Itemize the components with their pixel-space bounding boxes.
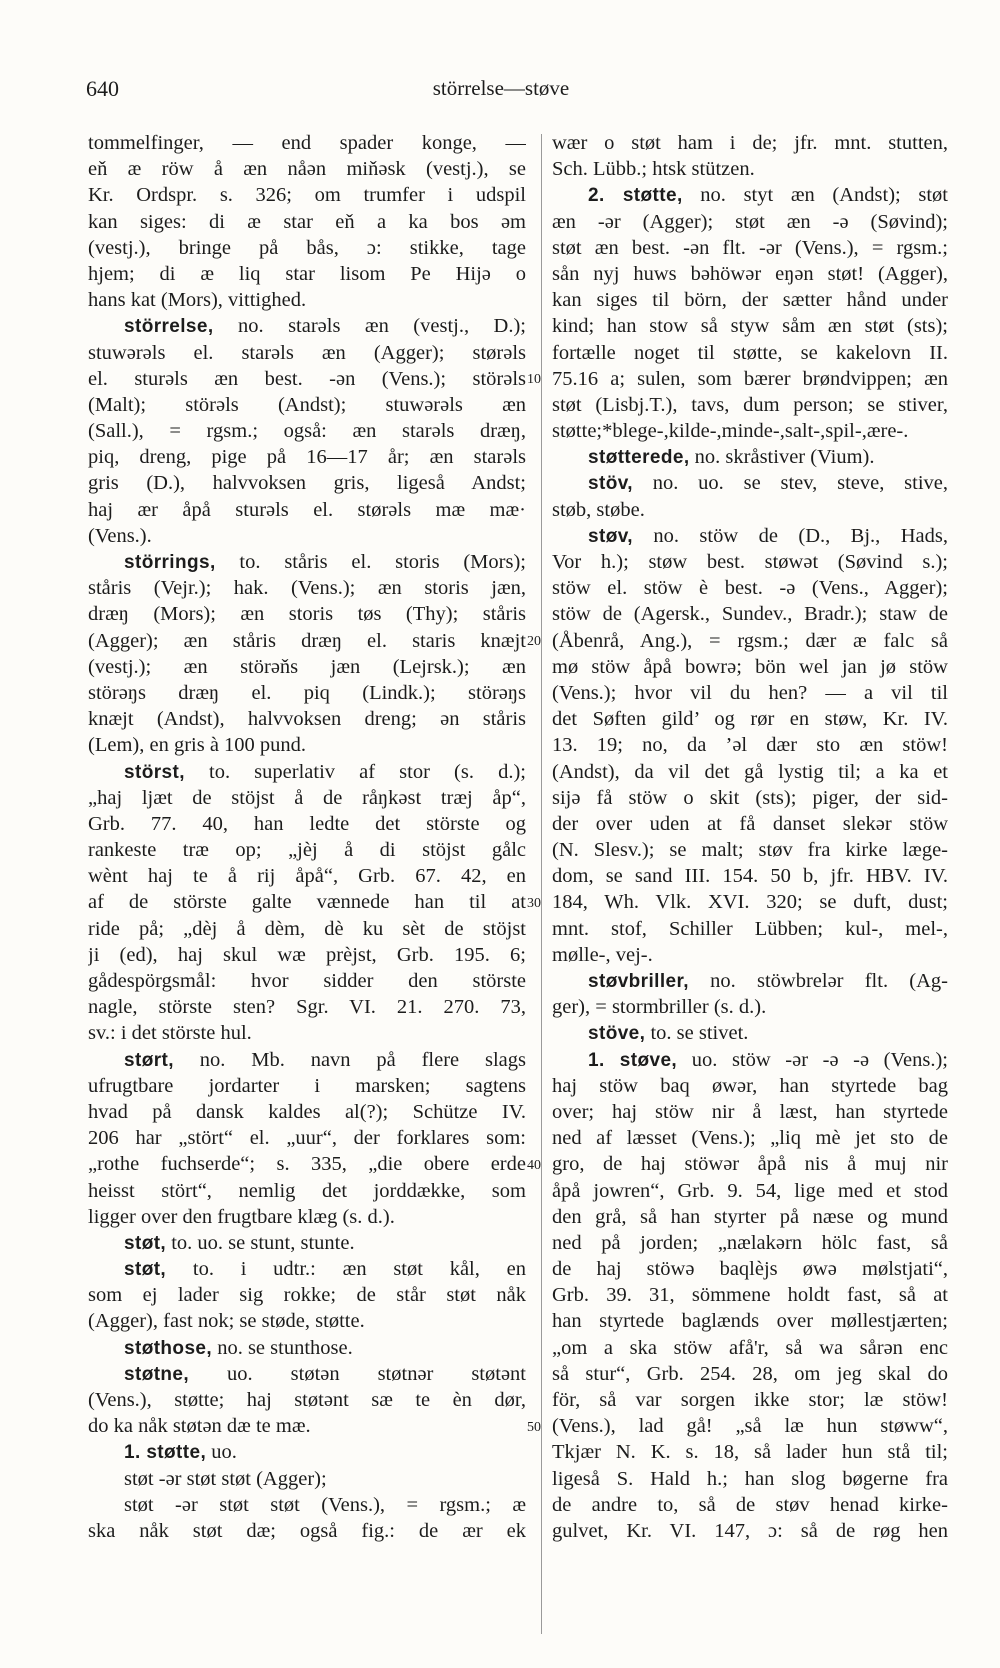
line-text: no. stöw de (D., Bj., Hads, (632, 524, 948, 547)
entry-headword: støthose, (124, 1337, 213, 1359)
line-text: (Vens.); hvor vil du hen? — a vil til (552, 681, 948, 704)
line-text: Tkjær N. K. s. 18, så lader hun stå til; (552, 1441, 948, 1464)
text-line (552, 575, 948, 601)
line-number: 50 (527, 1419, 541, 1435)
entry-headword: støv, (588, 525, 633, 547)
text-line (88, 523, 526, 549)
line-text: (Åbenrå, Ang.), = rgsm.; dær æ falc så (552, 629, 948, 652)
line-text: 75.16 a; sulen, som bærer brøndvippen; æn (552, 367, 948, 390)
line-text: haj stöw baq øwər, han styrtede bag (552, 1074, 948, 1097)
text-line (552, 916, 948, 942)
line-text: (vestj.), bringe på bås, ɔ: stikke, tage (88, 236, 526, 259)
line-text: (Vens.), støtte; haj støtənt sæ te èn dør, (88, 1389, 526, 1411)
line-text: wær o støt ham i de; jfr. mnt. stutten, (552, 132, 948, 154)
line-text: heisst stört“, nemlig det jorddække, som (88, 1179, 526, 1202)
line-text: der over uden at få danset slekər stöw (552, 812, 948, 835)
text-line (552, 1151, 948, 1177)
line-number: 20 (527, 633, 541, 649)
text-line (552, 418, 948, 444)
line-text: den grå, så han styrter på næse og mund (552, 1205, 948, 1228)
text-line (552, 628, 948, 654)
entry-headword: stöv, (588, 473, 633, 495)
text-line (552, 1413, 948, 1439)
text-line (552, 1204, 948, 1230)
entry-headword: støtterede, (588, 447, 690, 469)
text-line (88, 418, 526, 444)
line-text: wènt haj te å rij åpå“, Grb. 67. 42, en (88, 865, 526, 888)
text-line (552, 497, 948, 523)
entry-headword: störrelse, (124, 316, 214, 338)
line-text: haj ær åpå sturəls el. størəls mæ mæ· (88, 498, 526, 521)
text-line (88, 837, 526, 863)
entry-headword: 1. støve, (588, 1049, 678, 1071)
text-line (88, 680, 526, 706)
line-text: el. sturəls æn best. -ən (Vens.); störəls (88, 367, 526, 390)
text-line (88, 549, 526, 575)
line-text: stöw el. stöw è best. -ə (Vens., Agger); (552, 577, 948, 600)
text-line (88, 1413, 526, 1439)
line-text: ger), = stormbriller (s. d.). (552, 996, 767, 1019)
text-line (88, 366, 526, 392)
text-line (552, 837, 948, 863)
line-text: no. starəls æn (vestj., D.); (213, 315, 526, 338)
line-text: stuwərəls el. starəls æn (Agger); størəls (88, 341, 526, 364)
line-text: uo. (206, 1441, 237, 1464)
line-text: to. superlativ af stor (s. d.); (184, 760, 526, 783)
line-text: ligeså S. Hald h.; han slog bøgerne fra (552, 1467, 948, 1490)
line-text: åpå jowren“, Grb. 9. 54, lige med et stod (552, 1179, 948, 1202)
line-text: Kr. Ordspr. s. 326; om trumfer i udspil (88, 184, 526, 207)
right-column (552, 130, 948, 1544)
text-line (88, 889, 526, 915)
text-line (88, 916, 526, 942)
line-text: uo. støtən støtnər støtənt (189, 1362, 526, 1385)
line-text: „rothe fuchserde“; s. 335, „die obere erde (88, 1153, 526, 1176)
text-line (88, 1125, 526, 1151)
entry-headword: støvbriller, (588, 971, 689, 992)
text-line (552, 785, 948, 811)
text-line (552, 313, 948, 339)
entry-headword: störst, (124, 761, 185, 783)
line-text: (Andst), da vil det gå lystig til; a ka et (552, 760, 948, 783)
line-text: Grb. 77. 40, han ledte det störste og (88, 812, 526, 835)
line-text: no. uo. se stev, steve, stive, (632, 472, 948, 495)
entry-headword: støtne, (124, 1363, 190, 1385)
running-title: störrelse—støve (432, 76, 570, 100)
text-line (552, 601, 948, 627)
line-text: han styrtede baglænds over møllestjærten; (552, 1310, 948, 1333)
text-line (552, 680, 948, 706)
line-text: kind; han stow så styw såm æn støt (sts); (552, 315, 948, 338)
text-line (552, 287, 948, 313)
text-line (88, 444, 526, 470)
text-line (552, 759, 948, 785)
line-text: to. uo. se stunt, stunte. (166, 1231, 355, 1254)
text-line (88, 1439, 526, 1465)
line-text: støb, støbe. (552, 498, 645, 521)
text-line (552, 811, 948, 837)
text-line (88, 497, 526, 523)
line-text: „haj ljæt de stöjst å de råŋkəst træj åp“, (88, 786, 526, 809)
line-text: no. styt æn (Andst); støt (682, 184, 948, 207)
text-line (88, 1099, 526, 1125)
line-text: eň æ röw å æn nåən miňəsk (vestj.), se (88, 158, 526, 181)
text-line (552, 889, 948, 915)
text-line (88, 601, 526, 627)
text-line (88, 182, 526, 208)
entry-headword: stöve, (588, 1023, 646, 1045)
line-number: 10 (527, 371, 541, 387)
line-text: sv.: i det störste hul. (88, 1022, 252, 1045)
line-text: hjem; di æ liq star lisom Pe Hijə o (88, 262, 526, 285)
text-line (552, 968, 948, 994)
entry-headword: størt, (124, 1049, 174, 1071)
text-line (552, 732, 948, 758)
line-text: som ej lader sig rokke; de står støt nåk (88, 1284, 526, 1307)
line-text: no. se stunthose. (212, 1336, 353, 1359)
text-line (552, 235, 948, 261)
line-text: störəŋs dræŋ el. piq (Lindk.); störəŋs (88, 681, 526, 704)
line-text: nagle, störste sten? Sgr. VI. 21. 270. 73, (88, 996, 526, 1019)
line-text: Grb. 39. 31, sömmene holdt fast, så at (552, 1284, 948, 1307)
line-text: støt -ər støt støt (Agger); (124, 1467, 327, 1490)
line-text: sijə få stöw o skit (sts); piger, der sid- (552, 786, 948, 809)
text-line (552, 156, 948, 182)
text-line (88, 628, 526, 654)
text-line (88, 235, 526, 261)
text-line (88, 994, 526, 1020)
entry-headword: støt, (124, 1259, 167, 1281)
text-line (88, 785, 526, 811)
text-line (552, 1439, 948, 1465)
line-text: over; haj stöw nir å læst, han styrtede (552, 1100, 948, 1123)
text-line (88, 1387, 526, 1413)
line-text: dræŋ (Mors); æn storis tøs (Thy); ståris (88, 603, 526, 626)
line-text: gulvet, Kr. VI. 147, ɔ: så de røg hen (552, 1519, 948, 1542)
text-line (88, 313, 526, 339)
text-line (552, 209, 948, 235)
line-text: ned på jorden; „nælakərn hölc fast, så (552, 1231, 948, 1254)
line-text: rankeste træ op; „jèj å di stöjst gålc (88, 839, 526, 862)
line-text: af de störste galte vænnede han til at (88, 891, 526, 914)
line-text: (Agger), fast nok; se støde, støtte. (88, 1310, 365, 1333)
line-text: gris (D.), halvvoksen gris, ligeså Andst; (88, 472, 526, 495)
text-line (88, 654, 526, 680)
line-text: gådespörgsmål: hvor sidder den störste (88, 970, 526, 992)
text-line (88, 811, 526, 837)
line-text: de haj stöwə baqlèjs øwə mølstjati“, (552, 1258, 948, 1281)
line-text: æn -ər (Agger); støt æn -ə (Søvind); (552, 210, 948, 233)
line-text: ligger over den frugtbare klæg (s. d.). (88, 1205, 395, 1228)
text-line (88, 942, 526, 968)
text-line (552, 523, 948, 549)
text-line (552, 1256, 948, 1282)
text-line (88, 1178, 526, 1204)
line-text: (vestj.); æn störəňs jæn (Lejrsk.); æn (88, 655, 526, 678)
text-line (552, 261, 948, 287)
line-text: (Sall.), = rgsm.; også: æn starəls dræŋ, (88, 420, 526, 443)
text-line (88, 1047, 526, 1073)
line-number: 30 (527, 895, 541, 911)
text-line (552, 1308, 948, 1334)
text-line (552, 392, 948, 418)
text-line (552, 1335, 948, 1361)
text-line (552, 340, 948, 366)
text-line (552, 1361, 948, 1387)
line-text: støtte;*blege-,kilde-,minde-,salt-,spil-,ære-. (552, 420, 909, 443)
line-text: støt -ər støt støt (Vens.), = rgsm.; æ (124, 1493, 526, 1516)
line-text: ride på; „dèj å dèm, dè ku sèt de stöjst (88, 917, 526, 940)
text-line (552, 1178, 948, 1204)
line-text: støt æn best. -ən flt. -ər (Vens.), = rgsm.; (552, 236, 948, 259)
text-line (552, 1125, 948, 1151)
text-line (88, 1204, 526, 1230)
text-line (88, 1492, 526, 1518)
page-header (86, 76, 916, 106)
line-text: för, så var sorgen ikke stor; læ stöw! (552, 1389, 948, 1411)
line-text: hans kat (Mors), vittighed. (88, 289, 307, 312)
line-text: knæjt (Andst), halvvoksen dreng; ən ståris (88, 708, 526, 731)
line-text: (Vens.). (88, 524, 152, 547)
line-text: gro, de haj stöwər åpå nis å muj nir (552, 1153, 948, 1176)
line-text: to. ståris el. storis (Mors); (215, 551, 526, 573)
line-text: ned af læsset (Vens.); „liq mè jet sto de (552, 1127, 948, 1150)
text-line (88, 1073, 526, 1099)
left-column (88, 130, 526, 1544)
text-line (552, 1282, 948, 1308)
line-text: de andre to, så de støv henad kirke- (552, 1493, 948, 1516)
text-line (552, 1020, 948, 1046)
line-text: stöw de (Agersk., Sundev., Bradr.); staw de (552, 603, 948, 626)
line-text: hvad på dansk kaldes al(?); Schütze IV. (88, 1100, 526, 1123)
line-text: piq, dreng, pige på 16—17 år; æn starəls (88, 446, 526, 469)
line-text: kan siges til börn, der sætter hånd under (552, 289, 948, 312)
line-text: 206 har „stört“ el. „uur“, der forklares som: (88, 1127, 526, 1150)
text-line (88, 470, 526, 496)
text-line (552, 863, 948, 889)
line-text: (Lem), en gris à 100 pund. (88, 734, 307, 757)
text-line (88, 1361, 526, 1387)
line-text: Sch. Lübb.; htsk stützen. (552, 158, 755, 181)
text-line (88, 706, 526, 732)
text-line (552, 549, 948, 575)
text-line (88, 1335, 526, 1361)
line-text: ska nåk støt dæ; også fig.: de ær ek (88, 1519, 526, 1542)
text-line (88, 759, 526, 785)
text-line (88, 1466, 526, 1492)
line-text: så stur“, Grb. 254. 28, om jeg skal do (552, 1362, 948, 1385)
text-line (88, 261, 526, 287)
text-line (88, 968, 526, 994)
line-text: Vor h.); støw best. støwət (Søvind s.); (552, 551, 948, 573)
text-line (88, 863, 526, 889)
text-line (552, 130, 948, 156)
text-line (88, 1256, 526, 1282)
line-text: 184, Wh. Vlk. XVI. 320; se duft, dust; (552, 891, 948, 914)
line-text: do ka nåk støtən dæ te mæ. (88, 1415, 311, 1438)
line-text: to. i udtr.: æn støt kål, en (166, 1258, 526, 1281)
text-line (88, 575, 526, 601)
line-text: „om a ska stöw afå'r, så wa sårən enc (552, 1336, 948, 1359)
page-number: 640 (86, 76, 119, 101)
text-line (552, 1518, 948, 1544)
line-text: (N. Slesv.); se malt; støv fra kirke læge- (552, 839, 948, 862)
line-text: no. stöwbrelər flt. (Ag- (688, 970, 948, 992)
line-text: mnt. stof, Schiller Lübben; kul-, mel-, (552, 917, 948, 940)
text-line (552, 470, 948, 496)
line-number: 40 (527, 1157, 541, 1173)
line-text: fortælle noget til støtte, se kakelovn II. (552, 341, 948, 364)
line-text: dom, se sand III. 154. 50 b, jfr. HBV. IV. (552, 865, 948, 888)
text-line (88, 1230, 526, 1256)
line-text: ji (ed), haj skul wæ prèjst, Grb. 195. 6; (88, 943, 526, 966)
line-text: mø stöw åpå bowrə; bön wel jan jø stöw (552, 655, 948, 678)
text-line (88, 1020, 526, 1046)
text-line (552, 1099, 948, 1125)
line-text: to. se stivet. (645, 1022, 749, 1045)
text-line (552, 1047, 948, 1073)
text-line (88, 1308, 526, 1334)
entry-headword: 2. støtte, (588, 185, 683, 207)
line-text: no. Mb. navn på flere slags (173, 1048, 526, 1071)
text-line (88, 156, 526, 182)
text-line (552, 1387, 948, 1413)
text-line (552, 1230, 948, 1256)
text-line (88, 392, 526, 418)
text-line (88, 732, 526, 758)
line-text: ståris (Vejr.); hak. (Vens.); æn storis jæn, (88, 577, 526, 600)
line-text: 13. 19; no, da ’əl dær sto æn stöw! (552, 734, 948, 757)
line-text: støt (Lisbj.T.), tavs, dum person; se stiver, (552, 393, 948, 416)
text-line (88, 1282, 526, 1308)
text-line (88, 1518, 526, 1544)
line-text: (Vens.), lad gå! „så læ hun støww“, (552, 1415, 948, 1438)
text-line (552, 182, 948, 208)
line-text: kan siges: di æ star eň a ka bos əm (88, 210, 526, 233)
text-line (552, 444, 948, 470)
text-line (88, 1151, 526, 1177)
line-text: tommelfinger, — end spader konge, — (88, 132, 526, 154)
entry-headword: störrings, (124, 552, 216, 573)
entry-headword: støt, (124, 1232, 167, 1254)
text-line (552, 1073, 948, 1099)
text-line (88, 209, 526, 235)
text-line (88, 130, 526, 156)
text-line (552, 654, 948, 680)
line-text: no. skråstiver (Vium). (689, 446, 875, 469)
text-line (88, 340, 526, 366)
line-text: sån nyj huws bəhöwər eŋən støt! (Agger), (552, 262, 948, 285)
line-text: mølle-, vej-. (552, 943, 653, 966)
text-line (552, 1466, 948, 1492)
entry-headword: 1. støtte, (124, 1442, 207, 1464)
text-line (552, 942, 948, 968)
line-text: det Søften gild’ og rør en støw, Kr. IV. (552, 708, 948, 731)
text-line (552, 706, 948, 732)
line-text: (Malt); störəls (Andst); stuwərəls æn (88, 393, 526, 416)
line-text: uo. stöw -ər -ə -ə (Vens.); (677, 1048, 948, 1071)
text-line (552, 1492, 948, 1518)
text-line (88, 287, 526, 313)
text-line (552, 994, 948, 1020)
text-line (552, 366, 948, 392)
line-text: (Agger); æn ståris dræŋ el. staris knæjt (88, 629, 526, 652)
column-divider (541, 134, 542, 1634)
line-text: ufrugtbare jordarter i marsken; sagtens (88, 1074, 526, 1097)
